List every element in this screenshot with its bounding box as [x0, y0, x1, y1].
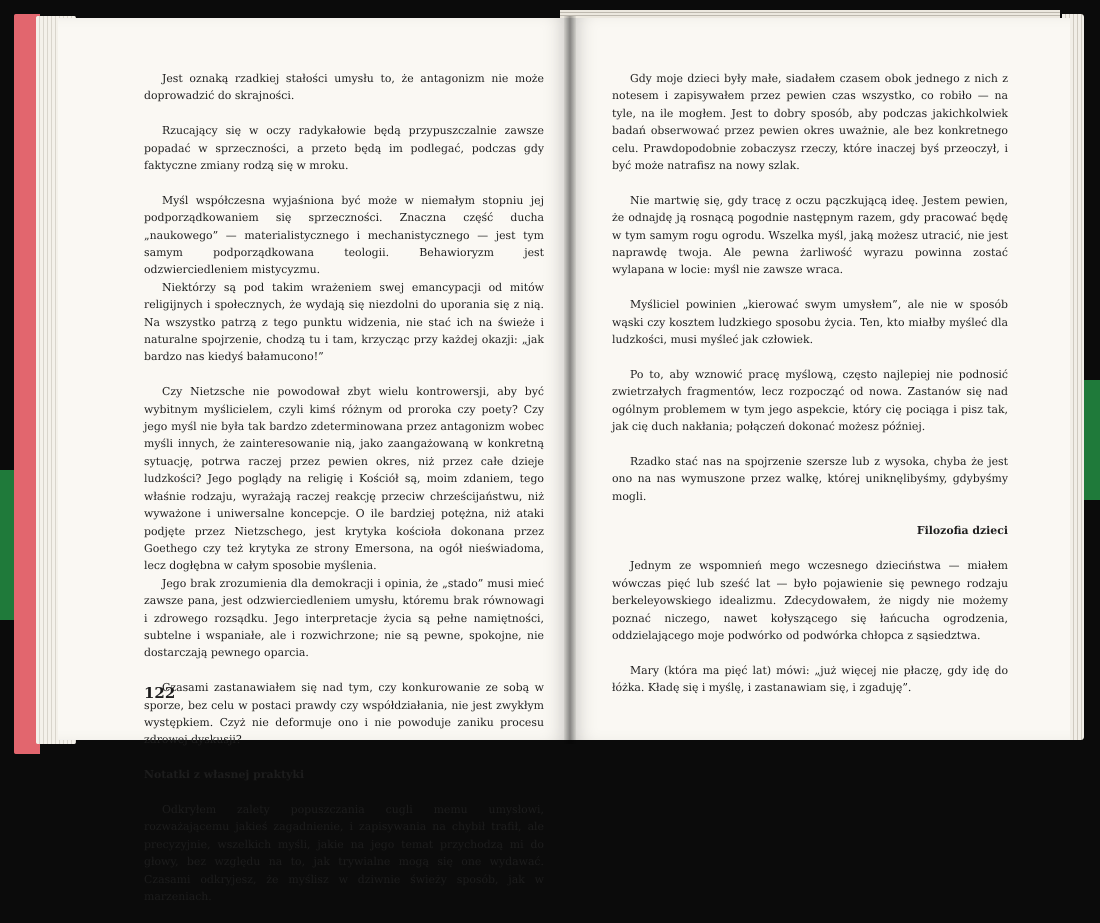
paragraph: Nie martwię się, gdy tracę z oczu pączkującą ideę. Jestem pewien, że odnajdę ją rosnącą pogodnie następnym razem, gdy pracować będę w tym samym rogu ogrodu. Wszelka myśl, jaką możesz utracić, nie jest naprawdę twoja. Ale pewna żarliwość wyrazu powinna zostać wylapana w locie: myśl nie zawsze wraca. — [612, 193, 1008, 277]
paragraph: Rzucający się w oczy radykałowie będą przypuszczalnie zawsze popadać w sprzeczności, a przeto będą im podlegać, podczas gdy faktyczne zmiany rodzą się w mroku. — [144, 124, 544, 173]
paragraph: Niektórzy są pod takim wrażeniem swej emancypacji od mitów religijnych i społecznych, że wydają się niezdolni do uporania się z nią. Na wszystko patrzą z tego punktu widzenia, nie stać ich na świeże i naturalne spojrzenie, chodzą tu i tam, krzycząc przy każdej okazji: „jak bardzo nas kiedyś bałamucono!” — [144, 280, 544, 364]
paragraph: Jest oznaką rzadkiej stałości umysłu to, że antagonizm nie może doprowadzić do skrajności. — [144, 72, 544, 103]
paragraph: Gdy moje dzieci były małe, siadałem czasem obok jednego z nich z notesem i zapisywałem przez pewien czas wszystko, co robiło — na tyle, na ile mogłem. Jest to dobry sposób, aby podczas jakichkolwiek badań obserwować przez pewien okres uważnie, ale bez konkretnego celu. Prawdopodobnie zobaczysz rzeczy, które inaczej byś przeoczył, i być może natrafisz na nowy szlak. — [612, 72, 1008, 173]
book-gutter — [564, 16, 576, 744]
paragraph: Myśliciel powinien „kierować swym umysłem”, ale nie w sposób wąski czy kosztem ludzkiego sposobu życia. Ten, kto miałby myśleć dla ludzkości, musi myśleć jak człowiek. — [612, 298, 1008, 347]
paragraph: Czy Nietzsche nie powodował zbyt wielu kontrowersji, aby być wybitnym myślicielem, czyli kimś różnym od proroka czy poety? Czy jego myśl nie była tak bardzo zdeterminowana przez antagonizm wobec myśli innych, że zainteresowanie nią, jako zaangażowaną w konkretną sytuację, potrwa raczej przez pewien okres, niż przez całe dzieje ludzkości? Jego poglądy na religię i Kościół są, moim zdaniem, tego właśnie rodzaju, wyrażają raczej reakcję przeciw chrześcijaństwu, niż wyważone i uniwersalne koncepcje. O ile bardziej potężna, niż ataki podjęte przez Nietzschego, jest krytyka kościoła dokonana przez Goethego czy też krytyka ze strony Emersona, na ogół nieświadoma, lecz dogłębna w całym sposobie myślenia. — [144, 385, 544, 573]
background-green-strip — [1082, 380, 1100, 500]
section-heading: Notatki z własnej praktyki — [144, 768, 305, 782]
section-heading: Filozofia dzieci — [916, 524, 1008, 538]
background-green-strip-left — [0, 470, 14, 620]
paragraph: Czasami zastanawiałem się nad tym, czy konkurowanie ze sobą w sporze, bez celu w postaci prawdy czy współdziałania, nie jest zwykłym występkiem. Czyż nie deformuje ono i nie powoduje zaniku procesu zdrowej dyskusji? — [144, 681, 544, 747]
paragraph: Jednym ze wspomnień mego wczesnego dzieciństwa — miałem wówczas pięć lub sześć lat — było pojawienie się pewnego rodzaju berkeleyowskiego idealizmu. Zdecydowałem, że nigdy nie możemy poznać niczego, nawet kołyszącego się łańcucha ogrodzenia, oddzielającego moje podwórko od podwórka chłopca z sąsiedztwa. — [612, 559, 1008, 642]
paragraph: Myśl współczesna wyjaśniona być może w niemałym stopniu jej podporządkowaniem się sprzeczności. Znaczna część ducha „naukowego” — materialistycznego i mechanistycznego — jest tym samym podporządkowana teologii. Behawioryzm jest odzwierciedleniem mistycyzmu. — [144, 193, 544, 277]
paragraph: Po to, aby wznowić pracę myślową, często najlepiej nie podnosić zwietrzałych fragmentów, lecz rozpocząć od nowa. Zastanów się nad ogólnym problemem w tym jego aspekcie, który cię pociąga i pisz tak, jak cię duch nakłania; połączeń dokonać możesz później. — [612, 367, 1008, 434]
paragraph: Rzadko stać nas na spojrzenie szersze lub z wysoka, chyba że jest ono na nas wymuszone przez walkę, której uniknęlibyśmy, gdybyśmy mogli. — [612, 454, 1008, 503]
right-page-text — [612, 70, 1008, 714]
page-number: 122 — [144, 684, 176, 702]
paragraph: Odkryłem zalety popuszczania cugli memu umysłowi, rozważającemu jakieś zagadnienie, i zapisywania na chybił trafił, ale precyzyjnie, wszelkich myśli, jakie na jego temat przychodzą mi do głowy, bez względu na to, jak trywialne mogą się one wydawać. Czasami odkryjesz, że myślisz w dziwnie świeży sposób, jak w marzeniach. — [144, 802, 544, 903]
paragraph: Mary (która ma pięć lat) mówi: „już więcej nie płaczę, gdy idę do łóżka. Kładę się i myślę, i zastanawiam się, i zgaduję”. — [612, 663, 1008, 695]
paragraph: Jego brak zrozumienia dla demokracji i opinia, że „stado” musi mieć zawsze pana, jest odzwierciedleniem umysłu, któremu brak równowagi i zdrowego rozsądku. Jego interpretacje życia są pełne namiętności, subtelne i wspaniałe, ale i rozwichrzone; nie są pewne, spokojne, nie dostarczają pewnego oparcia. — [144, 576, 544, 660]
left-page-text — [144, 70, 544, 923]
